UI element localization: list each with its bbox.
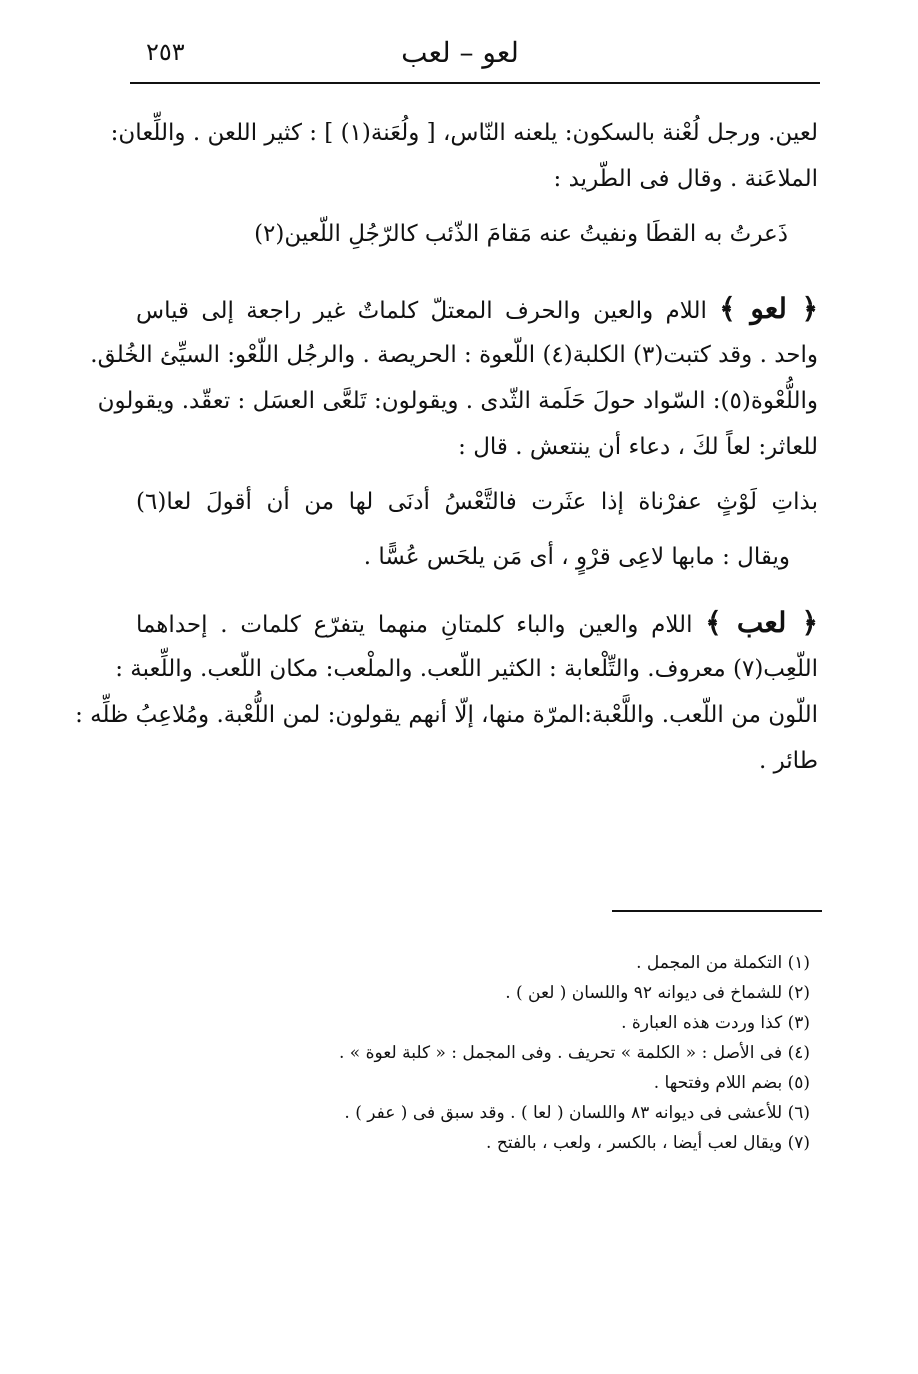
text-line: طائر . bbox=[758, 748, 818, 774]
entry-heading-lab: ﴿ لعب ﴾ bbox=[705, 606, 819, 639]
text-line: لعين. ورجل لُعْنة بالسكون: يلعنه النّاس، [ ولُعَنة(١) ] : كثير اللعن . واللِّعان: bbox=[110, 120, 818, 146]
text-line: الملاعَنة . وقال فى الطّريد : bbox=[553, 166, 818, 192]
poetry-verse: ذَعرتُ به القطَا ونفيتُ عنه مَقامَ الذّئب كالرّجُلِ اللّعين(٢) bbox=[254, 221, 788, 247]
text-line: اللّون من اللّعب. واللَّعْبة:المرّة منها، إلّا أنهم يقولون: لمن اللُّعْبة. ومُلاعِبُ ظلِّه : bbox=[75, 702, 818, 728]
header-rule bbox=[130, 82, 820, 84]
footnote: (٤) فى الأصل : « الكلمة » تحريف . وفى المجمل : « كلبة لعوة » . bbox=[339, 1043, 810, 1063]
footnote: (٣) كذا وردت هذه العبارة . bbox=[621, 1013, 810, 1033]
footnote: (٦) للأعشى فى ديوانه ٨٣ واللسان ( لعا ) . وقد سبق فى ( عفر ) . bbox=[344, 1103, 810, 1123]
text-line: للعاثر: لعاً لكَ ، دعاء أن ينتعش . قال : bbox=[458, 434, 818, 460]
footnote: (٢) للشماخ فى ديوانه ٩٢ واللسان ( لعن ) . bbox=[505, 983, 810, 1003]
entry-line-lab bbox=[136, 600, 818, 646]
footnotes bbox=[200, 948, 810, 1158]
entry-heading-lew: ﴿ لعو ﴾ bbox=[719, 292, 819, 325]
text-line: واحد . وقد كتبت(٣) الكلبة(٤) اللّعوة : الحريصة . والرجُل اللّعْو: السيِّئ الخُلق. bbox=[90, 342, 818, 368]
footnote-rule bbox=[612, 910, 822, 912]
footnote: (١) التكملة من المجمل . bbox=[636, 953, 810, 973]
entry-first-line: اللام والعين والباء كلمتانِ منهما يتفرّع كلمات . إحداهما bbox=[136, 612, 693, 638]
text-line: ويقال : مابها لاعِى قرْوٍ ، أى مَن يلحَس عُسًّا . bbox=[363, 544, 790, 570]
entry-first-line: اللام والعين والحرف المعتلّ كلماتٌ غير راجعة إلى قياس bbox=[136, 298, 707, 324]
footnote: (٧) ويقال لعب أيضا ، بالكسر ، ولعب ، بالفتح . bbox=[486, 1133, 810, 1153]
text-line: واللُّعْوة(٥): السّواد حولَ حَلَمة الثّدى . ويقولون: تَلعَّى العسَل : تعقّد. ويقولون bbox=[97, 388, 818, 414]
main-text bbox=[75, 110, 819, 784]
text-line: اللّعِب(٧) معروف. والتِّلْعابة : الكثير اللّعب. والملْعب: مكان اللّعب. واللِّعبة : bbox=[115, 656, 818, 682]
page-number: ٢٥٣ bbox=[146, 38, 185, 66]
footnote: (٥) بضم اللام وفتحها . bbox=[653, 1073, 810, 1093]
entry-line-lew bbox=[136, 286, 818, 332]
poetry-verse: بذاتِ لَوْثٍ عفرْناة إذا عثَرت فالتَّعْسُ أدنَى لها من أن أقولَ لعا(٦) bbox=[136, 489, 818, 515]
running-header-title: لعو – لعب bbox=[401, 36, 519, 69]
